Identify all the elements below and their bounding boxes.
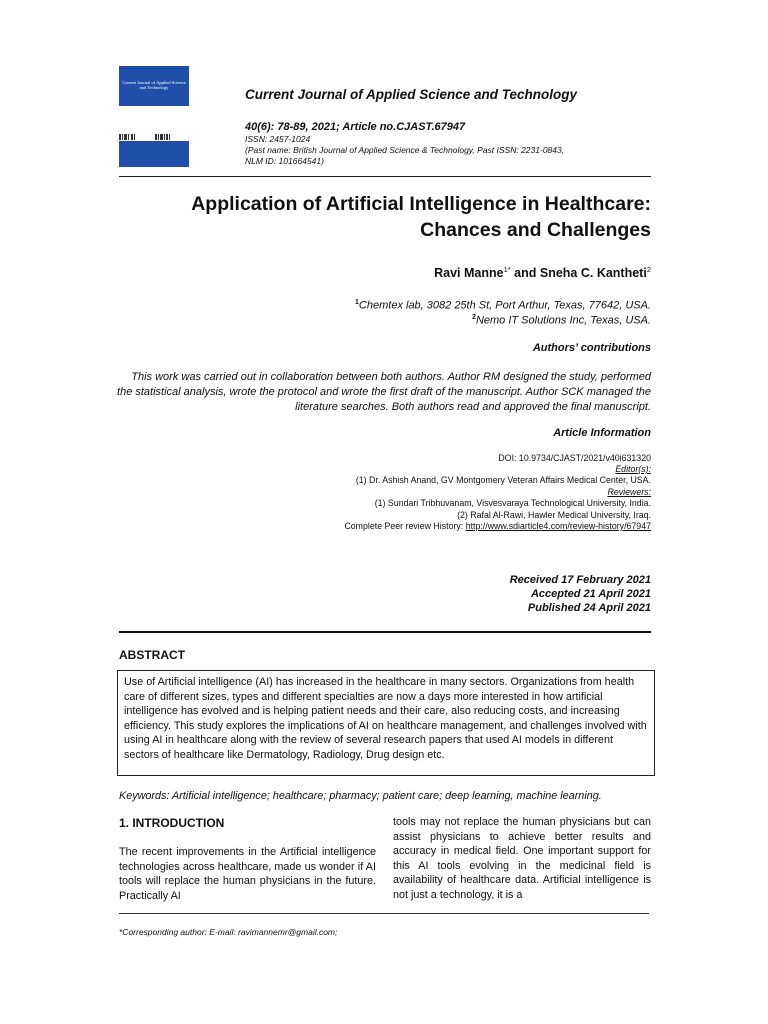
reviewers-label: Reviewers: <box>607 487 651 497</box>
author-and: and <box>510 266 540 281</box>
corresponding-author: *Corresponding author: E-mail: ravimannemr@gmail.com; <box>119 927 338 937</box>
published-date: Published 24 April 2021 <box>527 602 651 614</box>
affiliation-1-text: Chemtex lab, 3082 25th St, Port Arthur, Texas, 77642, USA. <box>358 299 651 312</box>
affiliation-2 <box>472 314 651 327</box>
cover-journal-name: Current Journal of Applied Science and Technology <box>122 80 186 90</box>
introduction-right-column: tools may not replace the human physicians but can assist physicians to achieve better results and accuracy in medical field. One important support for this AI tools evolving in the medicinal field is availability of healthcare data. Artificial intelligence is not just a technology, it is a <box>393 816 651 901</box>
author-2-sup: 2 <box>646 265 651 274</box>
paper-title <box>111 191 651 243</box>
author-list <box>434 265 651 280</box>
accepted-date: Accepted 21 April 2021 <box>530 588 651 600</box>
received-date: Received 17 February 2021 <box>509 574 651 586</box>
introduction-heading: 1. INTRODUCTION <box>119 816 225 830</box>
reviewer-2: (2) Rafal Al-Rawi, Hawler Medical University, Iraq. <box>457 510 651 520</box>
header-divider <box>119 176 651 177</box>
doi: DOI: 10.9734/CJAST/2021/v40i631320 <box>498 453 651 463</box>
editors-label: Editor(s): <box>615 464 651 474</box>
editor-1: (1) Dr. Ashish Anand, GV Montgomery Veteran Affairs Medical Center, USA. <box>355 475 651 485</box>
keywords: Keywords: Artificial intelligence; healthcare; pharmacy; patient care; deep learning, machine learning. <box>119 790 602 802</box>
journal-title: Current Journal of Applied Science and Technology <box>245 87 578 102</box>
contributions-text: This work was carried out in collaboration between both authors. Author RM designed the study, performed the statistical analysis, wrote the protocol and wrote the first draft of the manuscript. Author SCK managed the literature searches. Both authors read and approved the final manuscript. <box>117 371 651 413</box>
abstract-text: Use of Artificial intelligence (AI) has increased in the healthcare in many sectors. Organizations from health care of different sizes, types and different specialties are now a days more interested in how artificial intelligence has evolved and is helping patient needs and their care, also reducing costs, and increasing efficiency. This study explores the implications of AI on healthcare management, and challenges involved with using AI in healthcare along with the review of several research papers that used AI models in different sectors of healthcare like Dermatology, Radiology, Drug design etc. <box>117 670 655 776</box>
cover-barcode <box>119 134 189 140</box>
review-history-link[interactable]: http://www.sdiarticle4.com/review-history/67947 <box>465 521 651 531</box>
issn: ISSN: 2457-1024 <box>245 134 311 144</box>
review-history <box>344 521 651 533</box>
citation: 40(6): 78-89, 2021; Article no.CJAST.67947 <box>245 121 466 133</box>
journal-cover-image <box>119 66 189 106</box>
affiliation-2-text: Nemo IT Solutions Inc, Texas, USA. <box>475 314 651 327</box>
nlm-id: NLM ID: 101664541) <box>245 156 324 166</box>
title-line-2: Chances and Challenges <box>420 219 651 241</box>
article-info-heading: Article Information <box>553 427 651 439</box>
reviewer-1: (1) Sundari Tribhuvanam, Visvesvaraya Technological University, India. <box>374 498 651 508</box>
abstract-heading: ABSTRACT <box>119 648 185 662</box>
dates-divider <box>119 631 651 633</box>
author-1: Ravi Manne <box>434 266 504 281</box>
review-history-label: Complete Peer review History: <box>344 521 466 531</box>
title-line-1: Application of Artificial Intelligence in Healthcare: <box>191 193 651 215</box>
author-2: Sneha C. Kantheti <box>539 266 647 281</box>
affiliation-1-sup: 1 <box>355 299 359 306</box>
introduction-left-column: The recent improvements in the Artificial intelligence technologies across healthcare, made us wonder if AI tools will replace the human physicians in the future. Practically AI <box>119 846 376 902</box>
past-name: (Past name: British Journal of Applied Science & Technology, Past ISSN: 2231-0843, <box>245 145 565 155</box>
author-1-sup: 1* <box>503 265 511 274</box>
affiliation-1 <box>355 299 651 312</box>
affiliation-2-sup: 2 <box>472 314 476 321</box>
contributions-heading: Authors’ contributions <box>532 342 651 354</box>
cover-bottom-panel <box>119 141 189 167</box>
footnote-divider <box>119 913 649 915</box>
